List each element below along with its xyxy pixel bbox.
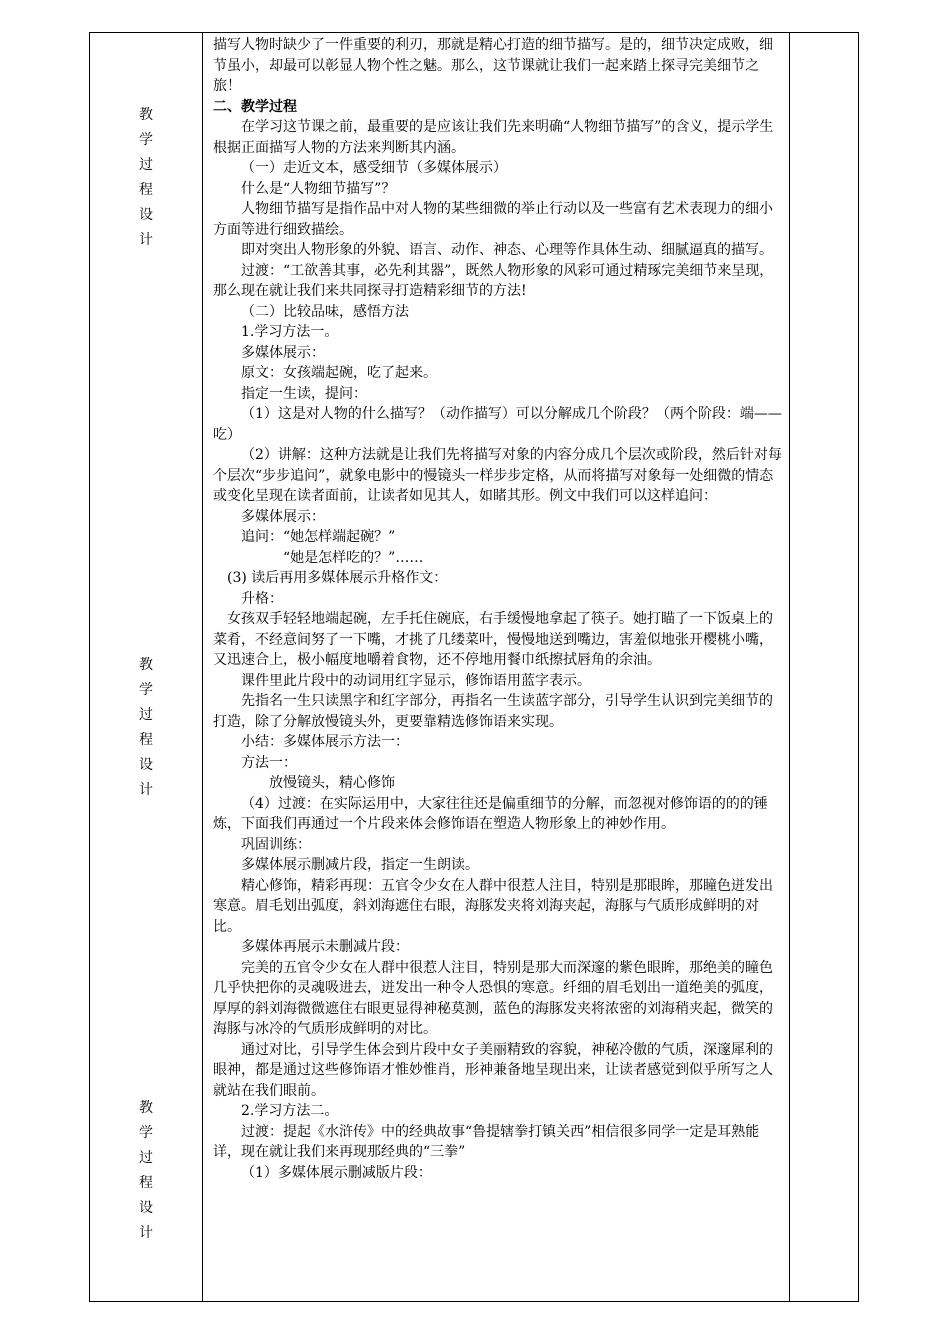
paragraph: 多媒体展示： bbox=[241, 344, 325, 361]
paragraph: （1）多媒体展示删减版片段： bbox=[241, 1164, 432, 1181]
paragraph: 过渡：提起《水浒传》中的经典故事“鲁提辖拳打镇关西”相信很多同学一定是耳熟能详，现在就让我们来再现那经典的“三拳” bbox=[213, 1123, 760, 1160]
side-label-teaching-process-3 bbox=[90, 1096, 202, 1246]
paragraph: 巩固训练： bbox=[241, 836, 311, 853]
paragraph: 即对突出人物形象的外貌、语言、动作、神态、心理等作具体生动、细腻逼真的描写。 bbox=[241, 242, 773, 258]
paragraph: 课件里此片段中的动词用红字显示，修饰语用蓝字表示。 bbox=[241, 672, 591, 689]
paragraph: 精心修饰，精彩再现：五官令少女在人群中很惹人注目，特别是那眼眸，那瞳色迸发出寒意。眉毛划出弧度，斜刘海遮住右眼，海豚发夹将刘海夹起，海豚与气质形成鲜明的对比。 bbox=[213, 877, 773, 935]
paragraph: （1）这是对人物的什么描写？（动作描写）可以分解成几个阶段？（两个阶段：端——吃） bbox=[213, 406, 782, 443]
lesson-content bbox=[213, 35, 783, 1183]
side-char: 计 bbox=[139, 1225, 153, 1241]
column-divider-left bbox=[202, 33, 203, 1301]
paragraph: “她是怎样吃的？”…… bbox=[283, 549, 424, 566]
section-heading: 二、教学过程 bbox=[213, 98, 297, 115]
side-char: 学 bbox=[139, 682, 153, 698]
column-divider-right bbox=[789, 33, 790, 1301]
paragraph: 2.学习方法二。 bbox=[241, 1103, 339, 1119]
paragraph: 多媒体展示删减片段，指定一生朗读。 bbox=[241, 857, 479, 873]
paragraph: 放慢镜头，精心修饰 bbox=[269, 775, 395, 791]
side-char: 学 bbox=[139, 132, 153, 148]
paragraph: 多媒体再展示未删减片段： bbox=[241, 939, 409, 955]
side-char: 过 bbox=[139, 707, 153, 723]
side-char: 计 bbox=[139, 782, 153, 798]
side-char: 设 bbox=[139, 207, 153, 223]
paragraph: 过渡：“工欲善其事，必先利其器”，既然人物形象的风彩可通过精琢完美细节来呈现，那么现在就让我们来共同探寻打造精彩细节的方法! bbox=[213, 262, 774, 299]
paragraph: 完美的五官令少女在人群中很惹人注目，特别是那大而深邃的紫色眼眸，那绝美的瞳色几乎快把你的灵魂吸进去，迸发出一种令人恐惧的寒意。纤细的眉毛划出一道绝美的弧度，厚厚的斜刘海微微遮住右眼更显得神秘莫测，蓝色的海豚发夹将浓密的刘海稍夹起，微笑的海豚与冰冷的气质形成鲜明的对比。 bbox=[213, 959, 773, 1037]
paragraph: 多媒体展示： bbox=[241, 508, 325, 525]
paragraph: 指定一生读，提问： bbox=[241, 385, 367, 402]
paragraph: (3) 读后再用多媒体展示升格作文： bbox=[227, 570, 448, 586]
side-char: 学 bbox=[139, 1125, 153, 1141]
side-char: 设 bbox=[139, 1200, 153, 1216]
paragraph: 方法一： bbox=[241, 754, 297, 771]
paragraph: 通过对比，引导学生体会到片段中女子美丽精致的容貌，神秘冷傲的气质，深邃犀利的眼神，都是通过这些修饰语才惟妙惟肖，形神兼备地呈现出来，让读者感觉到似乎所写之人就站在我们眼前。 bbox=[213, 1041, 773, 1099]
side-char: 程 bbox=[139, 182, 153, 198]
paragraph: 原文：女孩端起碗，吃了起来。 bbox=[241, 365, 437, 381]
side-char: 程 bbox=[139, 732, 153, 748]
side-label-teaching-process-1 bbox=[90, 103, 202, 253]
side-char: 过 bbox=[139, 157, 153, 173]
paragraph: 1.学习方法一。 bbox=[241, 324, 339, 340]
paragraph: 女孩双手轻轻地端起碗，左手托住碗底，右手缓慢地拿起了筷子。她打瞄了一下饭桌上的菜肴，不经意间努了一下嘴，才挑了几缕菜叶，慢慢地送到嘴边，害羞似地张开樱桃小嘴，又迅速合上，极小幅度地嚼着食物，还不停地用餐巾纸擦拭唇角的余油。 bbox=[213, 611, 773, 668]
paragraph: 升格： bbox=[241, 590, 283, 607]
paragraph: （2）讲解：这种方法就是让我们先将描写对象的内容分成几个层次或阶段，然后针对每个层次“步步追问”，就象电影中的慢镜头一样步步定格，从而将描写对象每一处细微的情态或变化呈现在读者面前，让读者如见其人，如睹其形。例文中我们可以这样追问： bbox=[213, 447, 782, 504]
paragraph: 人物细节描写是指作品中对人物的某些细微的举止行动以及一些富有艺术表现力的细小方面等进行细致描绘。 bbox=[213, 201, 773, 238]
side-char: 教 bbox=[139, 1100, 153, 1116]
paragraph: 先指名一生只读黑字和红字部分，再指名一生读蓝字部分，引导学生认识到完美细节的打造，除了分解放慢镜头外，更要靠精选修饰语来实现。 bbox=[213, 693, 773, 730]
side-char: 程 bbox=[139, 1175, 153, 1191]
side-char: 教 bbox=[139, 107, 153, 123]
paragraph: 在学习这节课之前，最重要的是应该让我们先来明确“人物细节描写”的含义，提示学生根据正面描写人物的方法来判断其内涵。 bbox=[213, 119, 774, 156]
paragraph: （4）过渡：在实际运用中，大家往往还是偏重细节的分解，而忽视对修饰语的的的锤炼，下面我们再通过一个片段来体会修饰语在塑造人物形象上的神妙作用。 bbox=[213, 795, 768, 832]
paragraph: 什么是“人物细节描写”？ bbox=[241, 180, 396, 197]
side-char: 过 bbox=[139, 1150, 153, 1166]
paragraph: （一）走近文本，感受细节（多媒体展示） bbox=[241, 160, 507, 176]
lesson-plan-table bbox=[89, 32, 859, 1302]
side-label-teaching-process-2 bbox=[90, 653, 202, 803]
paragraph: 追问：“她怎样端起碗？” bbox=[241, 529, 396, 545]
paragraph: （二）比较品味，感悟方法 bbox=[241, 303, 409, 320]
paragraph: 描写人物时缺少了一件重要的利刃，那就是精心打造的细节描写。是的，细节决定成败，细节虽小，却最可以彰显人物个性之魅。那么，这节课就让我们一起来踏上探寻完美细节之旅！ bbox=[213, 37, 773, 94]
paragraph: 小结：多媒体展示方法一： bbox=[241, 734, 409, 750]
side-char: 教 bbox=[139, 657, 153, 673]
side-char: 计 bbox=[139, 232, 153, 248]
side-char: 设 bbox=[139, 757, 153, 773]
